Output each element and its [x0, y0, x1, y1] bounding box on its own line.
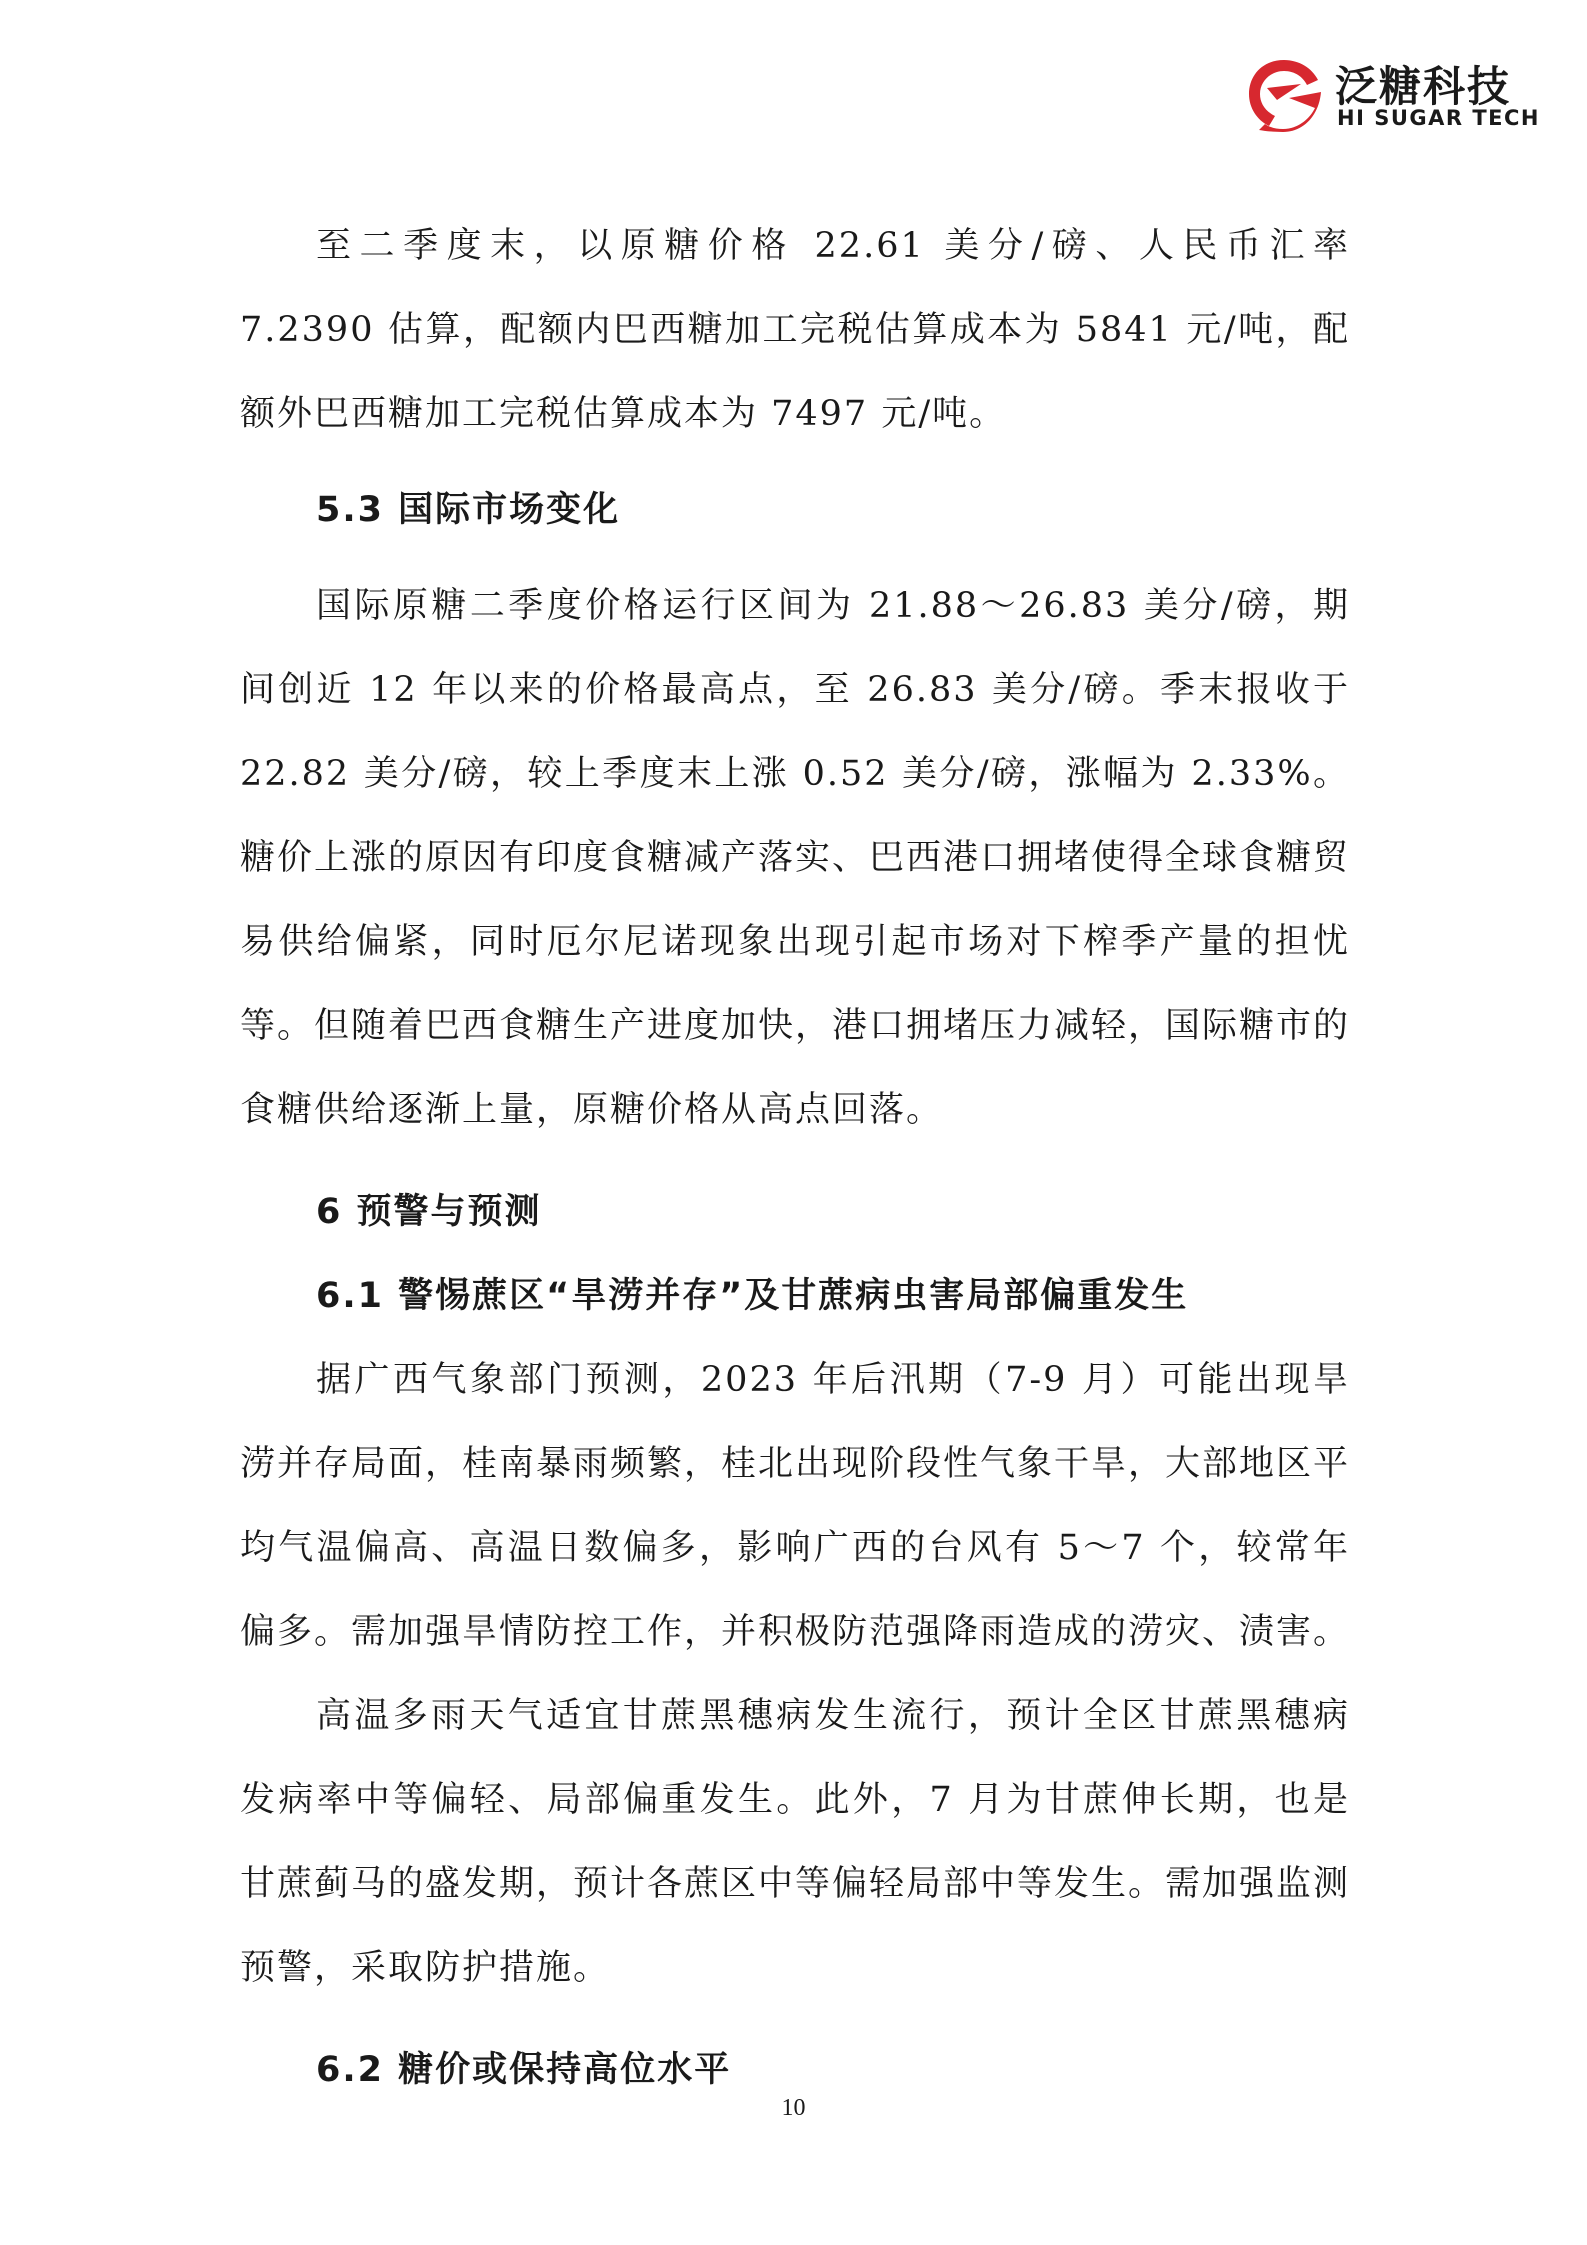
heading-5-3: 5.3 国际市场变化: [316, 490, 621, 530]
paragraph-weather-forecast: 据广西气象部门预测，2023 年后汛期（7-9 月）可能出现旱涝并存局面，桂南暴雨频繁，桂北出现阶段性气象干旱，大部地区平均气温偏高、高温日数偏多，影响广西的台风有 5～7 个，较常年偏多。需加强旱情防控工作，并积极防范强降雨造成的涝灾、渍害。: [240, 1360, 1351, 1652]
logo-chinese-name: 泛糖科技: [1335, 62, 1512, 111]
paragraph-cost-estimate: 至二季度末，以原糖价格 22.61 美分/磅、人民币汇率 7.2390 估算，配额内巴西糖加工完税估算成本为 5841 元/吨，配额外巴西糖加工完税估算成本为 7497 元/吨。: [240, 226, 1350, 434]
paragraph-international-market: 国际原糖二季度价格运行区间为 21.88～26.83 美分/磅，期间创近 12 年以来的价格最高点，至 26.83 美分/磅。季末报收于 22.82 美分/磅，较上季度末上涨 0.52 美分/磅，涨幅为 2.33%。糖价上涨的原因有印度食糖减产落实、巴西港口拥堵使得全球食糖贸易供给偏紧，同时厄尔尼诺现象出现引起市场对下榨季产量的担忧等。但随着巴西食糖生产进度加快，港口拥堵压力减轻，国际糖市的食糖供给逐渐上量，原糖价格从高点回落。: [240, 586, 1351, 1130]
heading-6-2: 6.2 糖价或保持高位水平: [316, 2050, 732, 2090]
hi-sugar-logo-icon: [1245, 58, 1323, 132]
heading-6: 6 预警与预测: [316, 1192, 542, 1232]
document-body: [240, 204, 1350, 2112]
brand-logo: [1245, 52, 1545, 132]
page-number: 10: [781, 2095, 806, 2121]
logo-english-name: HI SUGAR TECH: [1337, 106, 1541, 130]
heading-6-1: 6.1 警惕蔗区“旱涝并存”及甘蔗病虫害局部偏重发生: [316, 1276, 1189, 1316]
paragraph-pest-forecast: 高温多雨天气适宜甘蔗黑穗病发生流行，预计全区甘蔗黑穗病发病率中等偏轻、局部偏重发生。此外，7 月为甘蔗伸长期，也是甘蔗蓟马的盛发期，预计各蔗区中等偏轻局部中等发生。需加强监测预警，采取防护措施。: [240, 1696, 1351, 1988]
